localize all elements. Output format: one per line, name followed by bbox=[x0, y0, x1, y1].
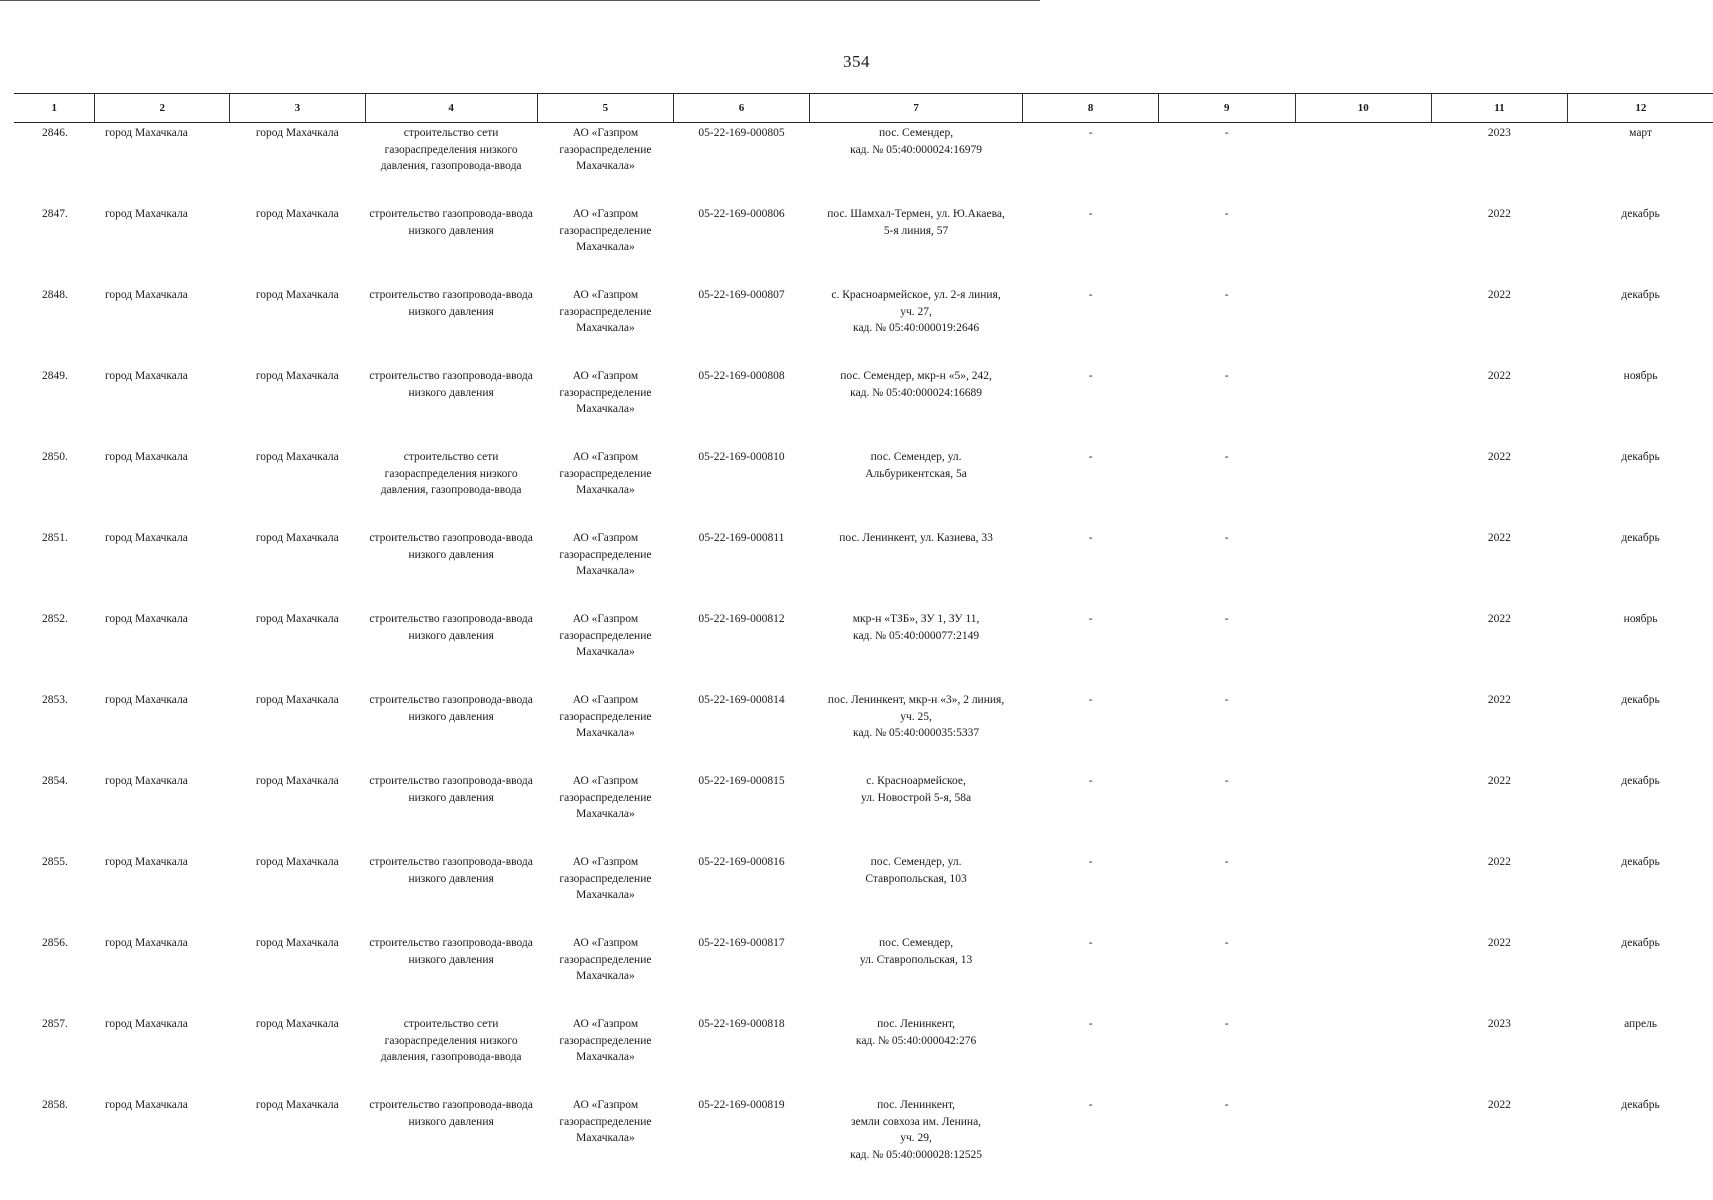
cell-col-8-value: - bbox=[1088, 856, 1093, 868]
cell-col-10-value bbox=[1295, 1095, 1432, 1187]
cell-col-9-value: - bbox=[1224, 775, 1229, 787]
cell-settlement: город Махачкала bbox=[255, 937, 339, 949]
cell-year: 2022 bbox=[1487, 613, 1511, 625]
cell-col-10-value bbox=[1295, 690, 1432, 771]
cell-col-10-value bbox=[1295, 852, 1432, 933]
cell-work-description: строительство сети газораспределения низкого давления, газопровода-ввода bbox=[380, 1018, 522, 1063]
cell-col-9-value: - bbox=[1224, 856, 1229, 868]
cell-organization: АО «Газпром газораспределение Махачкала» bbox=[559, 208, 652, 253]
cell-municipality: город Махачкала bbox=[104, 532, 188, 544]
cell-work-description: строительство газопровода-ввода низкого давления bbox=[369, 613, 533, 642]
cell-work-description: строительство газопровода-ввода низкого давления bbox=[369, 694, 533, 723]
cell-organization: АО «Газпром газораспределение Махачкала» bbox=[559, 694, 652, 739]
cell-municipality: город Махачкала bbox=[104, 613, 188, 625]
cell-month: декабрь bbox=[1621, 289, 1660, 301]
cell-month: апрель bbox=[1624, 1018, 1658, 1030]
cell-registry-code: 05-22-169-000810 bbox=[698, 451, 785, 463]
cell-col-8-value: - bbox=[1088, 937, 1093, 949]
cell-settlement: город Махачкала bbox=[255, 208, 339, 220]
cell-municipality: город Махачкала bbox=[104, 127, 188, 139]
cell-month: ноябрь bbox=[1623, 370, 1658, 382]
cell-work-description: строительство газопровода-ввода низкого давления bbox=[369, 1099, 533, 1128]
cell-municipality: город Махачкала bbox=[104, 370, 188, 382]
cell-settlement: город Махачкала bbox=[255, 1018, 339, 1030]
cell-registry-code: 05-22-169-000805 bbox=[698, 127, 785, 139]
cell-col-10-value bbox=[1295, 204, 1432, 285]
cell-address: пос. Семендер, мкр-н «5», 242, кад. № 05:40:000024:16689 bbox=[840, 370, 992, 399]
cell-col-10-value bbox=[1295, 447, 1432, 528]
cell-address: с. Красноармейское, ул. Новострой 5-я, 58а bbox=[860, 775, 972, 804]
cell-col-9-value: - bbox=[1224, 370, 1229, 382]
cell-organization: АО «Газпром газораспределение Махачкала» bbox=[559, 1099, 652, 1144]
column-header-3: 3 bbox=[230, 94, 366, 123]
cell-registry-code: 05-22-169-000818 bbox=[698, 1018, 785, 1030]
cell-work-description: строительство газопровода-ввода низкого давления bbox=[369, 208, 533, 237]
cell-month: декабрь bbox=[1621, 532, 1660, 544]
column-header-12: 12 bbox=[1567, 94, 1713, 123]
cell-col-8-value: - bbox=[1088, 532, 1093, 544]
cell-work-description: строительство газопровода-ввода низкого давления bbox=[369, 289, 533, 318]
column-header-8: 8 bbox=[1023, 94, 1159, 123]
cell-row-number: 2856. bbox=[42, 937, 68, 949]
cell-registry-code: 05-22-169-000819 bbox=[698, 1099, 785, 1111]
cell-col-9-value: - bbox=[1224, 451, 1229, 463]
cell-row-number: 2854. bbox=[42, 775, 68, 787]
cell-row-number: 2855. bbox=[42, 856, 68, 868]
column-header-5: 5 bbox=[537, 94, 674, 123]
cell-registry-code: 05-22-169-000811 bbox=[698, 532, 785, 544]
cell-organization: АО «Газпром газораспределение Махачкала» bbox=[559, 613, 652, 658]
cell-organization: АО «Газпром газораспределение Махачкала» bbox=[559, 856, 652, 901]
cell-row-number: 2849. bbox=[42, 370, 68, 382]
cell-registry-code: 05-22-169-000807 bbox=[698, 289, 785, 301]
table-row bbox=[14, 1095, 1713, 1187]
cell-registry-code: 05-22-169-000812 bbox=[698, 613, 785, 625]
cell-month: ноябрь bbox=[1623, 613, 1658, 625]
cell-municipality: город Махачкала bbox=[104, 775, 188, 787]
cell-col-10-value bbox=[1295, 771, 1432, 852]
cell-address: пос. Ленинкент, ул. Казиева, 33 bbox=[839, 532, 993, 544]
cell-municipality: город Махачкала bbox=[104, 451, 188, 463]
cell-settlement: город Махачкала bbox=[255, 1099, 339, 1111]
cell-col-8-value: - bbox=[1088, 127, 1093, 139]
column-header-10: 10 bbox=[1295, 94, 1432, 123]
cell-address: пос. Семендер, ул. Альбурикентская, 5а bbox=[865, 451, 967, 480]
cell-settlement: город Махачкала bbox=[255, 613, 339, 625]
cell-organization: АО «Газпром газораспределение Махачкала» bbox=[559, 127, 652, 172]
cell-row-number: 2858. bbox=[42, 1099, 68, 1111]
registry-table bbox=[14, 93, 1713, 1187]
cell-col-8-value: - bbox=[1088, 1018, 1093, 1030]
table-row bbox=[14, 771, 1713, 852]
cell-year: 2022 bbox=[1487, 775, 1511, 787]
cell-settlement: город Махачкала bbox=[255, 694, 339, 706]
column-header-6: 6 bbox=[674, 94, 810, 123]
table-row bbox=[14, 933, 1713, 1014]
cell-settlement: город Махачкала bbox=[255, 856, 339, 868]
cell-organization: АО «Газпром газораспределение Махачкала» bbox=[559, 532, 652, 577]
cell-month: декабрь bbox=[1621, 694, 1660, 706]
cell-year: 2022 bbox=[1487, 694, 1511, 706]
cell-year: 2022 bbox=[1487, 937, 1511, 949]
registry-table-wrapper bbox=[14, 93, 1713, 1187]
cell-address: пос. Ленинкент, мкр-н «3», 2 линия, уч. 25, кад. № 05:40:000035:5337 bbox=[827, 694, 1005, 739]
cell-address: пос. Ленинкент, кад. № 05:40:000042:276 bbox=[855, 1018, 977, 1047]
cell-year: 2022 bbox=[1487, 289, 1511, 301]
cell-settlement: город Махачкала bbox=[255, 370, 339, 382]
cell-municipality: город Махачкала bbox=[104, 208, 188, 220]
cell-year: 2023 bbox=[1487, 127, 1511, 139]
cell-year: 2023 bbox=[1487, 1018, 1511, 1030]
cell-settlement: город Махачкала bbox=[255, 127, 339, 139]
cell-col-8-value: - bbox=[1088, 289, 1093, 301]
cell-col-8-value: - bbox=[1088, 208, 1093, 220]
cell-work-description: строительство газопровода-ввода низкого давления bbox=[369, 532, 533, 561]
cell-registry-code: 05-22-169-000815 bbox=[698, 775, 785, 787]
cell-settlement: город Махачкала bbox=[255, 532, 339, 544]
cell-col-9-value: - bbox=[1224, 208, 1229, 220]
top-rule bbox=[0, 0, 1040, 1]
cell-municipality: город Махачкала bbox=[104, 856, 188, 868]
cell-month: декабрь bbox=[1621, 775, 1660, 787]
cell-municipality: город Махачкала bbox=[104, 937, 188, 949]
table-header-row bbox=[14, 94, 1713, 123]
cell-month: декабрь bbox=[1621, 451, 1660, 463]
cell-col-8-value: - bbox=[1088, 694, 1093, 706]
cell-municipality: город Махачкала bbox=[104, 289, 188, 301]
column-header-11: 11 bbox=[1432, 94, 1568, 123]
cell-registry-code: 05-22-169-000816 bbox=[698, 856, 785, 868]
cell-year: 2022 bbox=[1487, 370, 1511, 382]
table-row bbox=[14, 447, 1713, 528]
cell-registry-code: 05-22-169-000817 bbox=[698, 937, 785, 949]
cell-organization: АО «Газпром газораспределение Махачкала» bbox=[559, 451, 652, 496]
cell-address: мкр-н «ТЗБ», ЗУ 1, ЗУ 11, кад. № 05:40:000077:2149 bbox=[852, 613, 980, 642]
cell-col-9-value: - bbox=[1224, 937, 1229, 949]
cell-row-number: 2846. bbox=[42, 127, 68, 139]
cell-address: с. Красноармейское, ул. 2-я линия, уч. 27, кад. № 05:40:000019:2646 bbox=[831, 289, 1001, 334]
cell-address: пос. Семендер, кад. № 05:40:000024:16979 bbox=[850, 127, 982, 156]
cell-registry-code: 05-22-169-000808 bbox=[698, 370, 785, 382]
table-row bbox=[14, 204, 1713, 285]
column-header-4: 4 bbox=[365, 94, 537, 123]
table-row bbox=[14, 609, 1713, 690]
column-header-2: 2 bbox=[95, 94, 230, 123]
cell-work-description: строительство газопровода-ввода низкого давления bbox=[369, 937, 533, 966]
cell-col-8-value: - bbox=[1088, 1099, 1093, 1111]
cell-row-number: 2851. bbox=[42, 532, 68, 544]
cell-col-9-value: - bbox=[1224, 1099, 1229, 1111]
cell-organization: АО «Газпром газораспределение Махачкала» bbox=[559, 370, 652, 415]
column-header-1: 1 bbox=[14, 94, 95, 123]
cell-year: 2022 bbox=[1487, 856, 1511, 868]
cell-address: пос. Шамхал-Термен, ул. Ю.Акаева, 5-я линия, 57 bbox=[827, 208, 1005, 237]
cell-row-number: 2857. bbox=[42, 1018, 68, 1030]
column-header-7: 7 bbox=[809, 94, 1023, 123]
cell-col-10-value bbox=[1295, 528, 1432, 609]
cell-col-8-value: - bbox=[1088, 370, 1093, 382]
cell-col-10-value bbox=[1295, 366, 1432, 447]
cell-row-number: 2850. bbox=[42, 451, 68, 463]
table-row bbox=[14, 285, 1713, 366]
cell-address: пос. Семендер, ул. Ставропольская, 103 bbox=[865, 856, 967, 885]
page-number: 354 bbox=[843, 52, 870, 71]
cell-col-9-value: - bbox=[1224, 694, 1229, 706]
cell-month: декабрь bbox=[1621, 1099, 1660, 1111]
cell-settlement: город Махачкала bbox=[255, 775, 339, 787]
cell-col-10-value bbox=[1295, 933, 1432, 1014]
cell-organization: АО «Газпром газораспределение Махачкала» bbox=[559, 289, 652, 334]
cell-year: 2022 bbox=[1487, 208, 1511, 220]
cell-col-9-value: - bbox=[1224, 127, 1229, 139]
cell-year: 2022 bbox=[1487, 532, 1511, 544]
column-header-9: 9 bbox=[1158, 94, 1295, 123]
cell-row-number: 2847. bbox=[42, 208, 68, 220]
cell-work-description: строительство газопровода-ввода низкого давления bbox=[369, 775, 533, 804]
cell-address: пос. Семендер, ул. Ставропольская, 13 bbox=[859, 937, 973, 966]
table-row bbox=[14, 123, 1713, 205]
cell-col-8-value: - bbox=[1088, 613, 1093, 625]
table-row bbox=[14, 366, 1713, 447]
cell-col-9-value: - bbox=[1224, 532, 1229, 544]
cell-organization: АО «Газпром газораспределение Махачкала» bbox=[559, 775, 652, 820]
cell-month: декабрь bbox=[1621, 856, 1660, 868]
cell-col-10-value bbox=[1295, 1014, 1432, 1095]
cell-col-9-value: - bbox=[1224, 289, 1229, 301]
cell-col-8-value: - bbox=[1088, 775, 1093, 787]
table-row bbox=[14, 528, 1713, 609]
cell-organization: АО «Газпром газораспределение Махачкала» bbox=[559, 1018, 652, 1063]
table-body bbox=[14, 123, 1713, 1188]
cell-col-9-value: - bbox=[1224, 1018, 1229, 1030]
cell-row-number: 2852. bbox=[42, 613, 68, 625]
cell-registry-code: 05-22-169-000806 bbox=[698, 208, 785, 220]
table-row bbox=[14, 1014, 1713, 1095]
cell-year: 2022 bbox=[1487, 451, 1511, 463]
cell-settlement: город Махачкала bbox=[255, 451, 339, 463]
cell-row-number: 2848. bbox=[42, 289, 68, 301]
cell-municipality: город Махачкала bbox=[104, 694, 188, 706]
cell-work-description: строительство сети газораспределения низкого давления, газопровода-ввода bbox=[380, 451, 522, 496]
cell-col-10-value bbox=[1295, 609, 1432, 690]
cell-registry-code: 05-22-169-000814 bbox=[698, 694, 785, 706]
cell-work-description: строительство сети газораспределения низкого давления, газопровода-ввода bbox=[380, 127, 522, 172]
table-row bbox=[14, 690, 1713, 771]
cell-year: 2022 bbox=[1487, 1099, 1511, 1111]
cell-municipality: город Махачкала bbox=[104, 1099, 188, 1111]
cell-row-number: 2853. bbox=[42, 694, 68, 706]
cell-work-description: строительство газопровода-ввода низкого давления bbox=[369, 370, 533, 399]
cell-col-8-value: - bbox=[1088, 451, 1093, 463]
cell-work-description: строительство газопровода-ввода низкого давления bbox=[369, 856, 533, 885]
cell-month: март bbox=[1629, 127, 1653, 139]
table-row bbox=[14, 852, 1713, 933]
cell-settlement: город Махачкала bbox=[255, 289, 339, 301]
cell-col-9-value: - bbox=[1224, 613, 1229, 625]
cell-address: пос. Ленинкент, земли совхоза им. Ленина, уч. 29, кад. № 05:40:000028:12525 bbox=[850, 1099, 982, 1161]
cell-month: декабрь bbox=[1621, 208, 1660, 220]
cell-organization: АО «Газпром газораспределение Махачкала» bbox=[559, 937, 652, 982]
cell-col-10-value bbox=[1295, 123, 1432, 205]
cell-municipality: город Махачкала bbox=[104, 1018, 188, 1030]
cell-month: декабрь bbox=[1621, 937, 1660, 949]
cell-col-10-value bbox=[1295, 285, 1432, 366]
